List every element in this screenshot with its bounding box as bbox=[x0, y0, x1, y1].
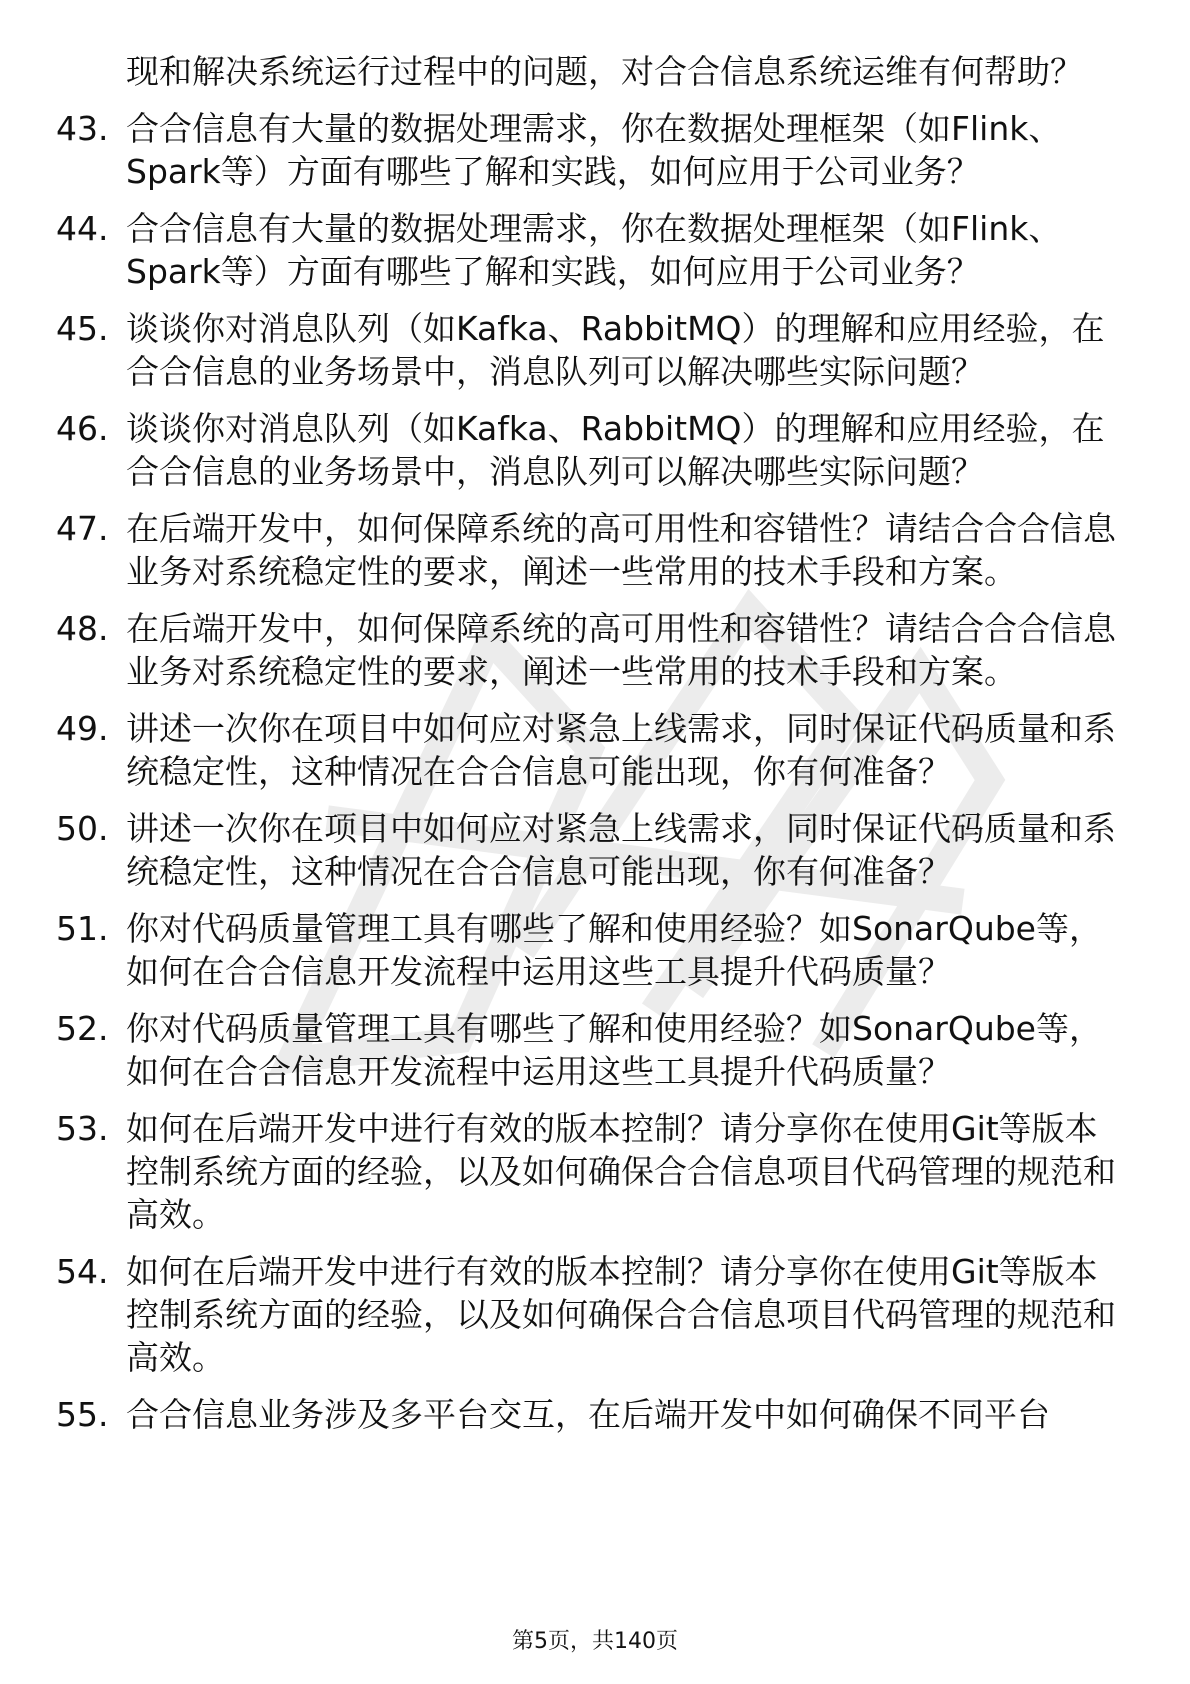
continuation-text: 现和解决系统运行过程中的问题，对合合信息系统运维有何帮助？ bbox=[126, 52, 1083, 91]
list-item bbox=[56, 307, 1136, 393]
item-number: 47. bbox=[56, 509, 109, 548]
item-text: 合合信息有大量的数据处理需求，你在数据处理框架（如Flink、Spark等）方面有哪些了解和实践，如何应用于公司业务？ bbox=[126, 109, 1062, 191]
item-number: 43. bbox=[56, 109, 109, 148]
item-text: 你对代码质量管理工具有哪些了解和使用经验？如SonarQube等，如何在合合信息开发流程中运用这些工具提升代码质量？ bbox=[126, 909, 1102, 991]
item-text: 如何在后端开发中进行有效的版本控制？请分享你在使用Git等版本控制系统方面的经验，以及如何确保合合信息项目代码管理的规范和高效。 bbox=[126, 1109, 1116, 1234]
item-text: 讲述一次你在项目中如何应对紧急上线需求，同时保证代码质量和系统稳定性，这种情况在合合信息可能出现，你有何准备？ bbox=[126, 709, 1116, 791]
item-number: 51. bbox=[56, 909, 109, 948]
list-item bbox=[56, 907, 1136, 993]
item-text: 你对代码质量管理工具有哪些了解和使用经验？如SonarQube等，如何在合合信息开发流程中运用这些工具提升代码质量？ bbox=[126, 1009, 1102, 1091]
list-item bbox=[56, 507, 1136, 593]
item-number: 53. bbox=[56, 1109, 109, 1148]
item-number: 54. bbox=[56, 1252, 109, 1291]
page-number: 第5页，共140页 bbox=[512, 1629, 678, 1654]
item-text: 合合信息有大量的数据处理需求，你在数据处理框架（如Flink、Spark等）方面有哪些了解和实践，如何应用于公司业务？ bbox=[126, 209, 1062, 291]
item-number: 55. bbox=[56, 1395, 109, 1434]
list-item bbox=[56, 207, 1136, 293]
item-number: 48. bbox=[56, 609, 109, 648]
item-text: 在后端开发中，如何保障系统的高可用性和容错性？请结合合合信息业务对系统稳定性的要求，阐述一些常用的技术手段和方案。 bbox=[126, 509, 1116, 591]
list-item bbox=[56, 1393, 1136, 1436]
list-item bbox=[56, 407, 1136, 493]
item-number: 44. bbox=[56, 209, 109, 248]
item-text: 在后端开发中，如何保障系统的高可用性和容错性？请结合合合信息业务对系统稳定性的要求，阐述一些常用的技术手段和方案。 bbox=[126, 609, 1116, 691]
item-text: 谈谈你对消息队列（如Kafka、RabbitMQ）的理解和应用经验，在合合信息的业务场景中，消息队列可以解决哪些实际问题？ bbox=[126, 409, 1105, 491]
item-number: 52. bbox=[56, 1009, 109, 1048]
item-text: 合合信息业务涉及多平台交互，在后端开发中如何确保不同平台 bbox=[126, 1395, 1050, 1434]
list-item bbox=[56, 607, 1136, 693]
item-text: 如何在后端开发中进行有效的版本控制？请分享你在使用Git等版本控制系统方面的经验，以及如何确保合合信息项目代码管理的规范和高效。 bbox=[126, 1252, 1116, 1377]
list-item bbox=[56, 107, 1136, 193]
item-number: 45. bbox=[56, 309, 109, 348]
list-item bbox=[56, 1107, 1136, 1236]
item-text: 谈谈你对消息队列（如Kafka、RabbitMQ）的理解和应用经验，在合合信息的业务场景中，消息队列可以解决哪些实际问题？ bbox=[126, 309, 1105, 391]
item-number: 49. bbox=[56, 709, 109, 748]
item-text: 讲述一次你在项目中如何应对紧急上线需求，同时保证代码质量和系统稳定性，这种情况在合合信息可能出现，你有何准备？ bbox=[126, 809, 1116, 891]
question-list bbox=[56, 50, 1136, 1450]
item-number: 46. bbox=[56, 409, 109, 448]
item-number: 50. bbox=[56, 809, 109, 848]
list-item bbox=[56, 1007, 1136, 1093]
list-item bbox=[56, 807, 1136, 893]
list-item bbox=[56, 1250, 1136, 1379]
list-item bbox=[56, 707, 1136, 793]
